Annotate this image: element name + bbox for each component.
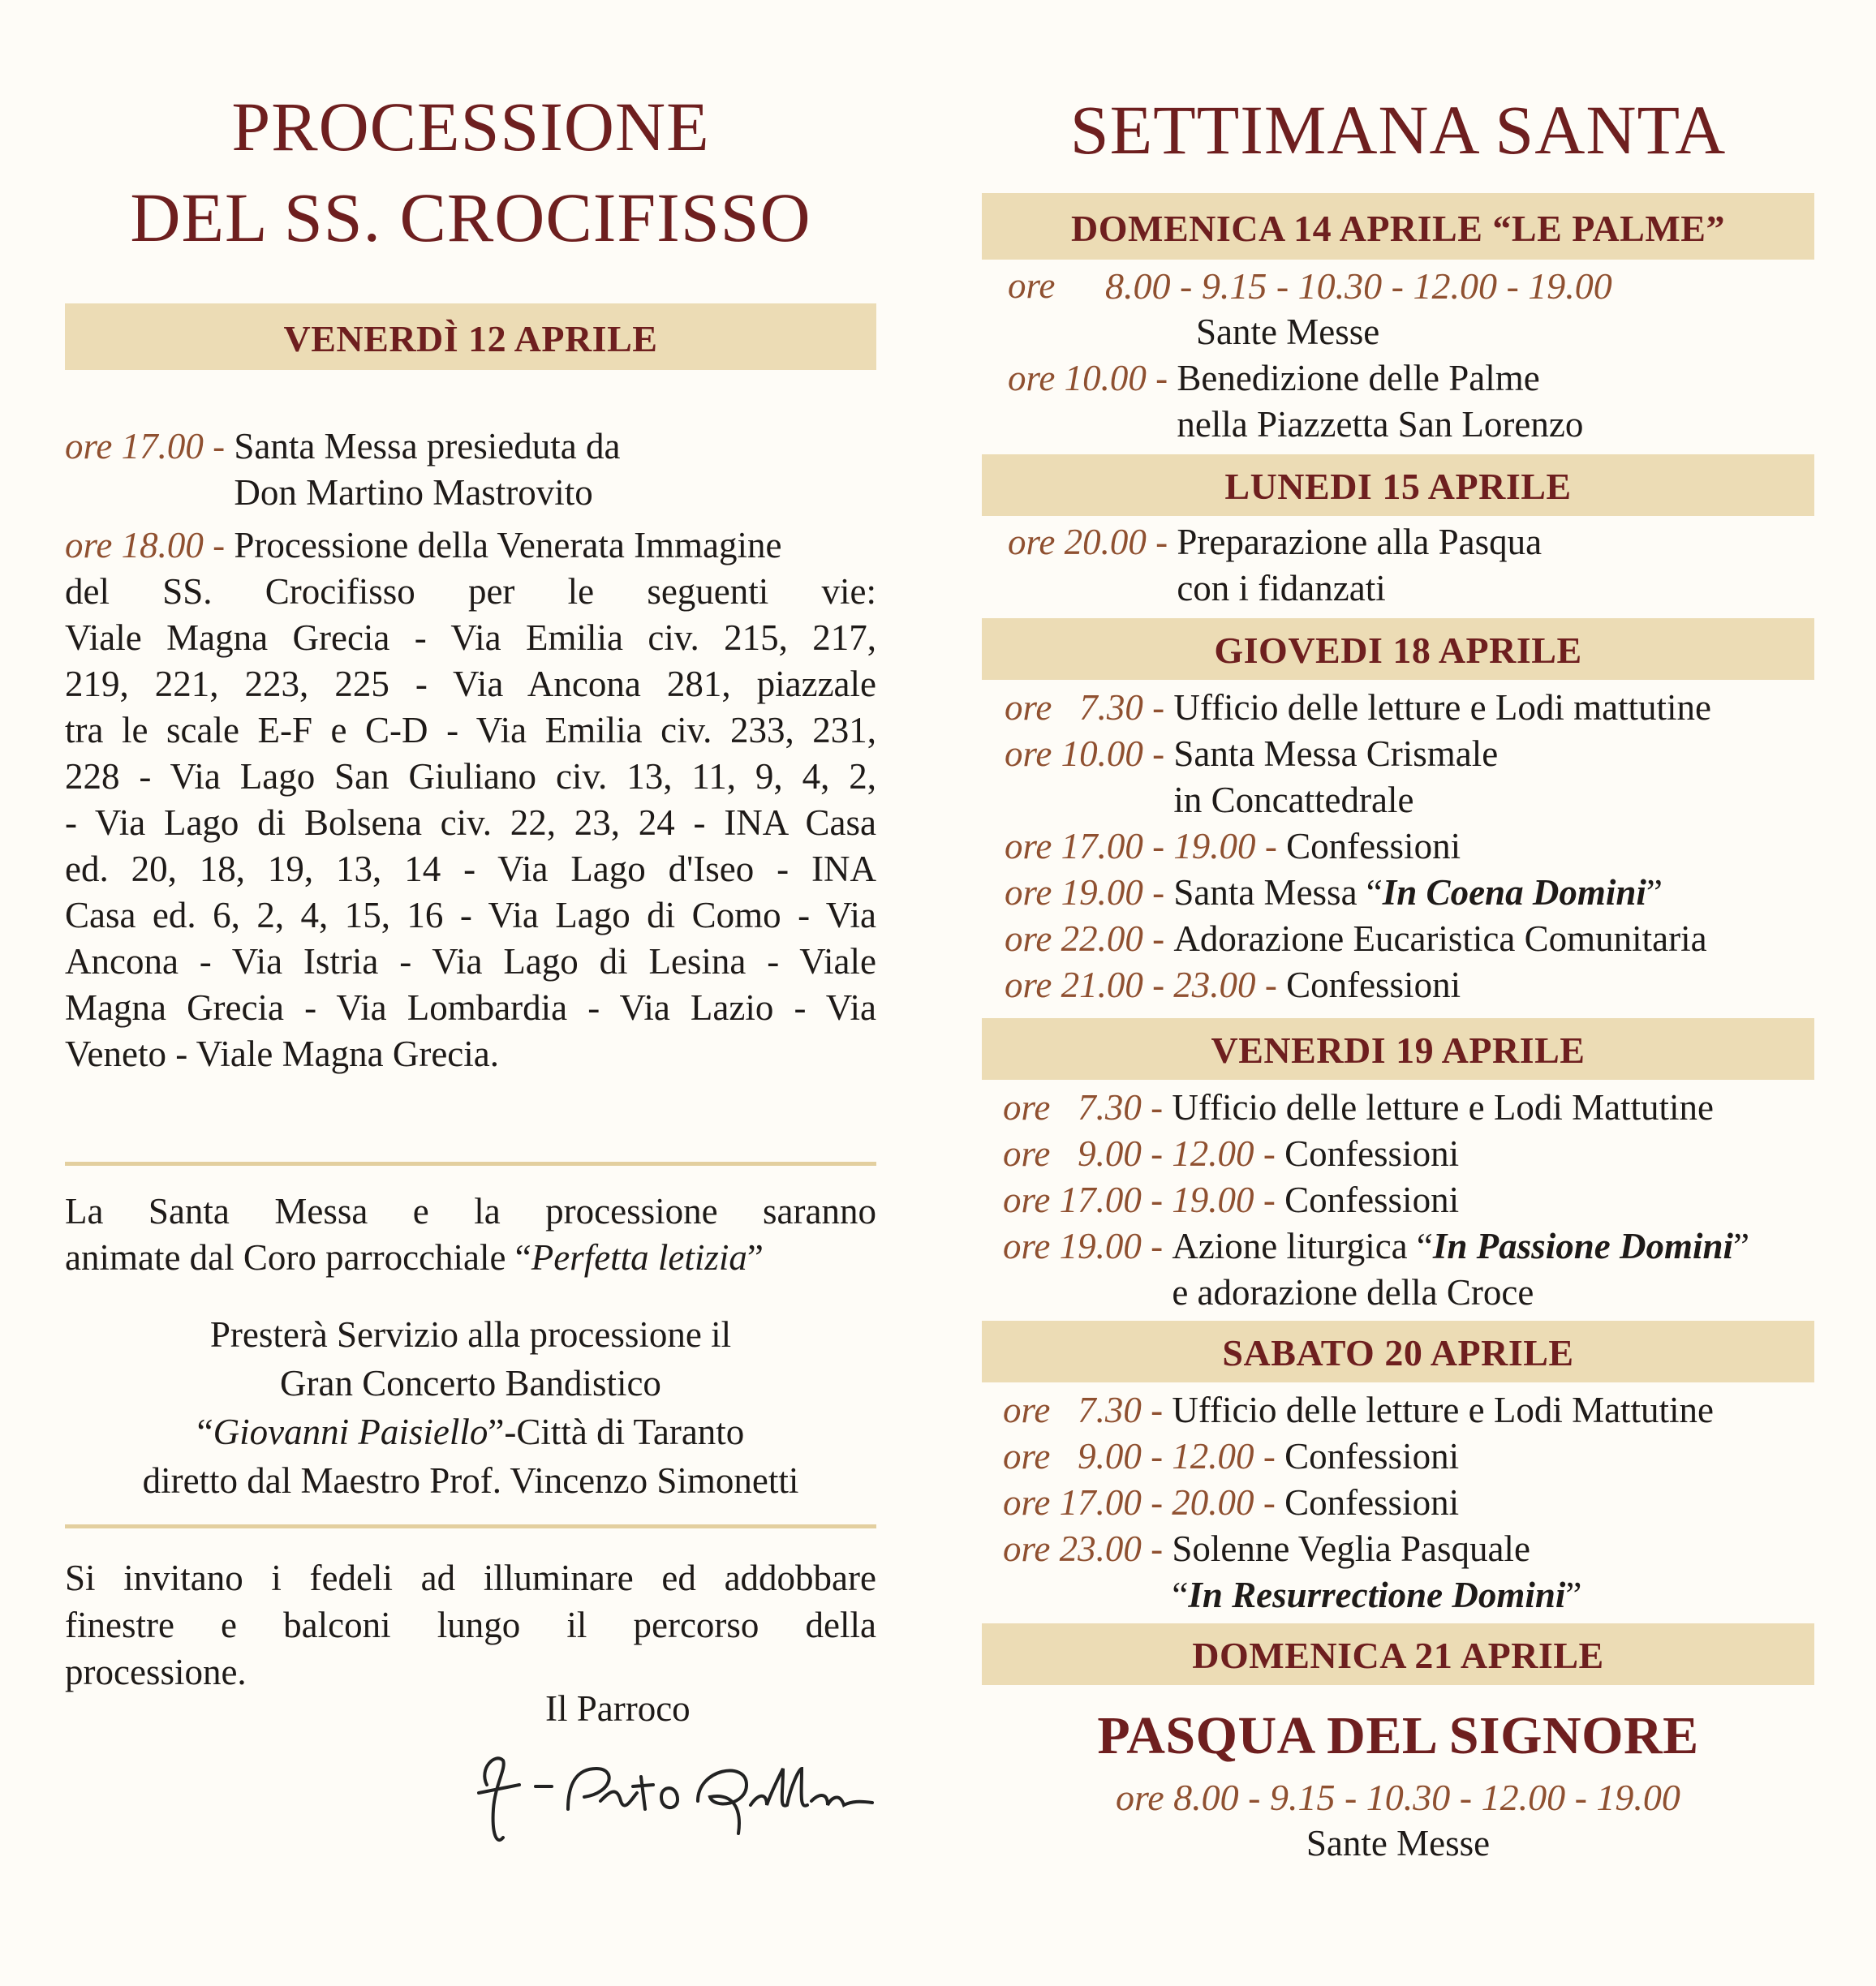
entry-fidanzati: ore 20.00 - Preparazione alla Pasqua con i fidanzati xyxy=(1008,522,1543,608)
pasqua-title: PASQUA DEL SIGNORE xyxy=(1097,1706,1699,1765)
procession-title: PROCESSIONE DEL SS. CROCIFISSO xyxy=(130,88,811,256)
left-column xyxy=(65,0,876,1986)
domenica-14-program: ore 8.00 - 9.15 - 10.30 - 12.00 - 19.00 Sante Messe ore 10.00 - Benedizione delle Palme nella Piazzetta San Lorenzo xyxy=(982,263,1814,448)
pasqua-times: ore 8.00 - 9.15 - 10.30 - 12.00 - 19.00 xyxy=(1116,1777,1680,1818)
band-note: Presterà Servizio alla processione il Gran Concerto Bandistico “Giovanni Paisiello”-Città di Taranto diretto dal Maestro Prof. Vincenzo Simonetti xyxy=(142,1314,799,1501)
signature xyxy=(454,1736,876,1850)
procession-route: del SS. Crocifisso per le seguenti vie: Viale Magna Grecia - Via Emilia civ. 215, 217, 219, 221, 223, 225 - Via Ancona 281, piazzale tra le scale E-F e C-D - Via Emilia civ. 233, 231, 228 - Via Lago San Giuliano civ. 13, 11, 9, 4, 2, - Via Lago di Bolsena civ. 22, 23, 24 - INA Casa ed. 20, 18, 19, 13, 14 - Via Lago d'Iseo - INA Casa ed. 6, 2, 4, 15, 16 - Via Lago di Como - Via Ancona - Via Istria - Via Lago di Lesina - Viale Magna Grecia - Via Lombardia - Via Lazio - Via Veneto - Viale Magna Grecia. xyxy=(65,571,876,1074)
invitation-note: Si invitano i fedeli ad illuminare ed addobbare finestre e balconi lungo il percorso della processione. xyxy=(65,1558,876,1692)
entry-messe-14: ore 8.00 - 9.15 - 10.30 - 12.00 - 19.00 xyxy=(1008,265,1612,307)
giovedi-18-program: ore 7.30 - Ufficio delle letture e Lodi mattutine ore 10.00 - Santa Messa Crismale in Concattedrale ore 17.00 - 19.00 - Confessioni ore 19.00 - Santa Messa “In Coena Domini” ore 22.00 - Adorazione Eucaristica Comunitaria ore 21.00 - 23.00 - Confessioni xyxy=(1005,687,1712,1005)
entry-18-00: ore 18.00 - Processione della Venerata Immagine xyxy=(65,525,782,565)
day-band-sabato-20: SABATO 20 APRILE xyxy=(982,1321,1814,1382)
venerdi-19-program: ore 7.30 - Ufficio delle letture e Lodi Mattutine ore 9.00 - 12.00 - Confessioni ore 17.00 - 19.00 - Confessioni ore 19.00 - Azione liturgica “In Passione Domini” e adorazione della Croce xyxy=(1003,1087,1749,1313)
day-band-lunedi-15: LUNEDI 15 APRILE xyxy=(982,454,1814,516)
procession-program xyxy=(65,423,876,1077)
sabato-20-program: ore 7.30 - Ufficio delle letture e Lodi Mattutine ore 9.00 - 12.00 - Confessioni ore 17.00 - 20.00 - Confessioni ore 23.00 - Solenne Veglia Pasquale “In Resurrectione Domini” xyxy=(1003,1390,1715,1615)
day-band-venerdi-19: VENERDI 19 APRILE xyxy=(982,1018,1814,1080)
right-column xyxy=(982,0,1814,1986)
pasqua-text: Sante Messe xyxy=(1306,1823,1491,1863)
day-band-domenica-21: DOMENICA 21 APRILE xyxy=(982,1623,1814,1685)
parroco-label: Il Parroco xyxy=(545,1688,691,1729)
entry-17-00: ore 17.00 - Santa Messa presieduta da Don Martino Mastrovito xyxy=(65,426,621,513)
day-band-giovedi-18: GIOVEDI 18 APRILE xyxy=(982,618,1814,680)
day-band-domenica-14: DOMENICA 14 APRILE “LE PALME” xyxy=(982,193,1814,260)
entry-palme: ore 10.00 - Benedizione delle Palme nella Piazzetta San Lorenzo xyxy=(1008,358,1584,445)
day-band-venerdi-12: VENERDÌ 12 APRILE xyxy=(65,303,876,370)
choir-note: La Santa Messa e la processione saranno animate dal Coro parrocchiale “Perfetta letizia” xyxy=(65,1191,876,1278)
lunedi-15-program xyxy=(982,519,1814,612)
divider-top xyxy=(65,1162,876,1166)
divider-bottom xyxy=(65,1524,876,1528)
holy-week-title: SETTIMANA SANTA xyxy=(1069,91,1727,169)
